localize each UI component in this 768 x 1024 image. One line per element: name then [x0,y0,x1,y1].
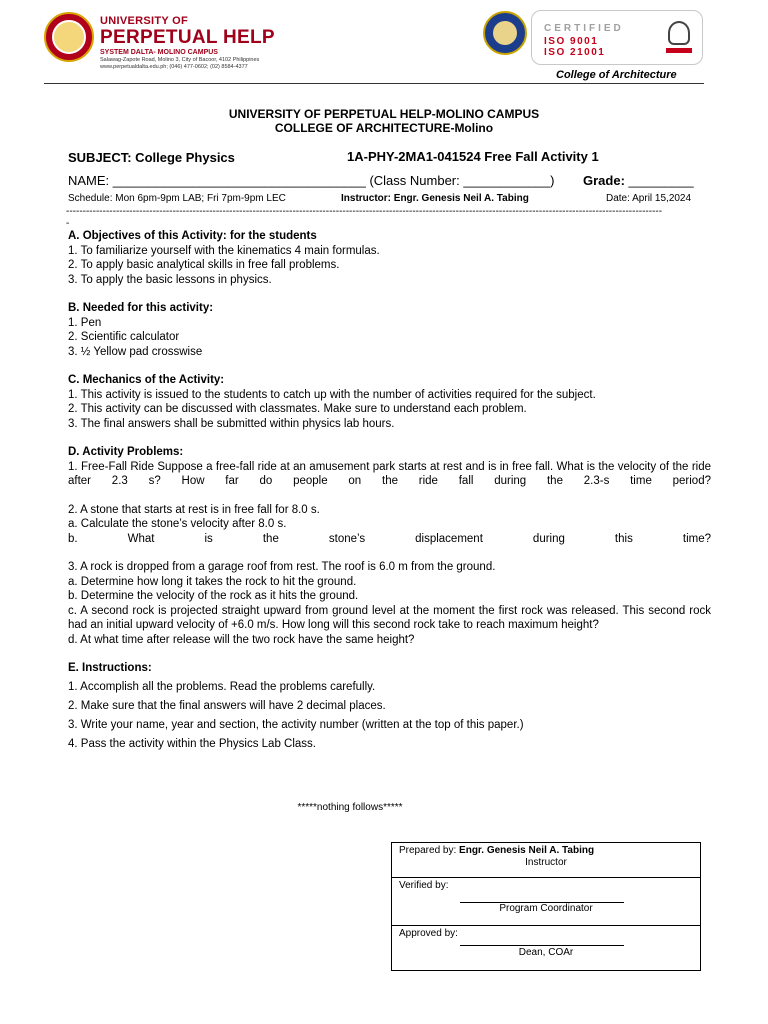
grade-blank: _________ [624,173,694,188]
university-seal-logo [44,12,94,62]
section-b-heading: B. Needed for this activity: [68,302,214,314]
activity-code: 1A-PHY-2MA1-041524 Free Fall Activity 1 [347,149,599,164]
certification-badge [531,10,703,65]
wordmark-line2: PERPETUAL HELP [100,27,275,48]
section-e-heading: E. Instructions: [68,662,152,674]
problem-3b: b. Determine the velocity of the rock as it hits the ground. [68,590,359,602]
college-label: College of Architecture [556,69,677,81]
list-item: 1. This activity is issued to the students to catch up with the number of activities required for the subject. [68,388,596,401]
approved-signature-line [460,945,624,946]
grade-label: Grade: [583,173,625,188]
verified-label: Verified by: [399,880,449,891]
problem-1: 1. Free-Fall Ride Suppose a free-fall ride at an amusement park starts at rest and is in free fall. What is the velocity of the ride after 2.3 s? How far do people on the ride fall during the 2.3-s time period? [68,460,711,487]
section-c-heading: C. Mechanics of the Activity: [68,374,225,386]
list-item: 3. To apply the basic lessons in physics. [68,273,272,286]
list-item: 1. Pen [68,316,102,329]
subject-line: SUBJECT: College Physics [68,150,235,165]
problem-3-stem: 3. A rock is dropped from a garage roof from rest. The roof is 6.0 m from the ground. [68,561,496,573]
list-item: 1. Accomplish all the problems. Read the problems carefully. [68,681,376,693]
bureau-veritas-bar [666,48,692,53]
problem-3a: a. Determine how long it takes the rock to hit the ground. [68,575,357,588]
prepared-name: Engr. Genesis Neil A. Tabing [459,845,595,856]
cert-title: CERTIFIED [544,23,624,34]
activity-body [68,229,711,756]
list-item: 2. Make sure that the final answers will have 2 decimal places. [68,700,386,712]
document-title-line1: UNIVERSITY OF PERPETUAL HELP-MOLINO CAMPUS [228,107,540,121]
verified-by-cell [392,877,700,925]
bureau-veritas-icon [668,21,690,45]
list-item: 4. Pass the activity within the Physics Lab Class. [68,738,316,750]
section-a-heading: A. Objectives of this Activity: for the students [68,230,317,242]
prepared-label: Prepared by: [399,845,460,856]
cert-iso-9001: ISO 9001 [544,36,599,47]
list-item: 2. Scientific calculator [68,331,180,343]
dashed-divider: ----------------------------------------------------------------------------------------------------------------------------------------------------------------------------------- - [66,206,663,229]
name-field: NAME: ___________________________________ (Class Number: ____________) [68,173,555,188]
approved-by-cell [392,925,700,970]
list-item: 3. ½ Yellow pad crosswise [68,345,203,358]
verified-role: Program Coordinator [499,903,593,914]
approved-label: Approved by: [399,928,458,939]
prepared-by-label [399,845,594,856]
problem-2b: b. What is the stone’s displacement during this time? [68,532,711,545]
section-d-heading: D. Activity Problems: [68,446,184,458]
list-item: 2. This activity can be discussed with classmates. Make sure to understand each problem. [68,403,527,415]
date-text: Date: April 15,2024 [606,193,692,204]
approved-role: Dean, COAr [518,947,574,958]
grade-field [583,173,694,188]
list-item: 1. To familiarize yourself with the kinematics 4 main formulas. [68,244,380,257]
prepared-role: Instructor [525,857,567,868]
university-address: Salawag-Zapote Road, Molino 3, City of Bacoor, 4102 Philippines [100,57,260,63]
college-seal-logo [483,11,527,55]
wordmark-line1: UNIVERSITY OF [100,15,189,27]
problem-2-stem: 2. A stone that starts at rest is in free fall for 8.0 s. [68,503,320,516]
prepared-by-cell [392,843,700,877]
section-e [68,661,711,752]
document-title-line2: COLLEGE OF ARCHITECTURE-Molino [274,121,494,135]
schedule-text: Schedule: Mon 6pm-9pm LAB; Fri 7pm-9pm LEC [68,193,286,204]
list-item: 3. The final answers shall be submitted within physics lab hours. [68,417,395,430]
cert-iso-21001: ISO 21001 [544,47,606,58]
list-item: 3. Write your name, year and section, the activity number (written at the top of this paper.) [68,719,524,731]
problem-3c: c. A second rock is projected straight upward from ground level at the moment the first rock was released. This second rock had an initial upward velocity of +6.0 m/s. How long will this second rock take to reach maximum height? [68,604,711,631]
letterhead [44,10,704,85]
signature-table [391,842,701,971]
university-wordmark [100,16,275,70]
wordmark-campus: SYSTEM DALTA- MOLINO CAMPUS [100,49,218,56]
problem-2a: a. Calculate the stone’s velocity after 8.0 s. [68,518,287,530]
university-contact: www.perpetualdalta.edu.ph; (046) 477-0602; (02) 8584-4377 [100,63,248,70]
list-item: 2. To apply basic analytical skills in free fall problems. [68,259,340,271]
nothing-follows: *****nothing follows***** [297,802,403,813]
problem-3d: d. At what time after release will the two rock have the same height? [68,633,415,646]
instructor-text: Instructor: Engr. Genesis Neil A. Tabing [341,193,529,204]
header-divider [44,83,704,84]
